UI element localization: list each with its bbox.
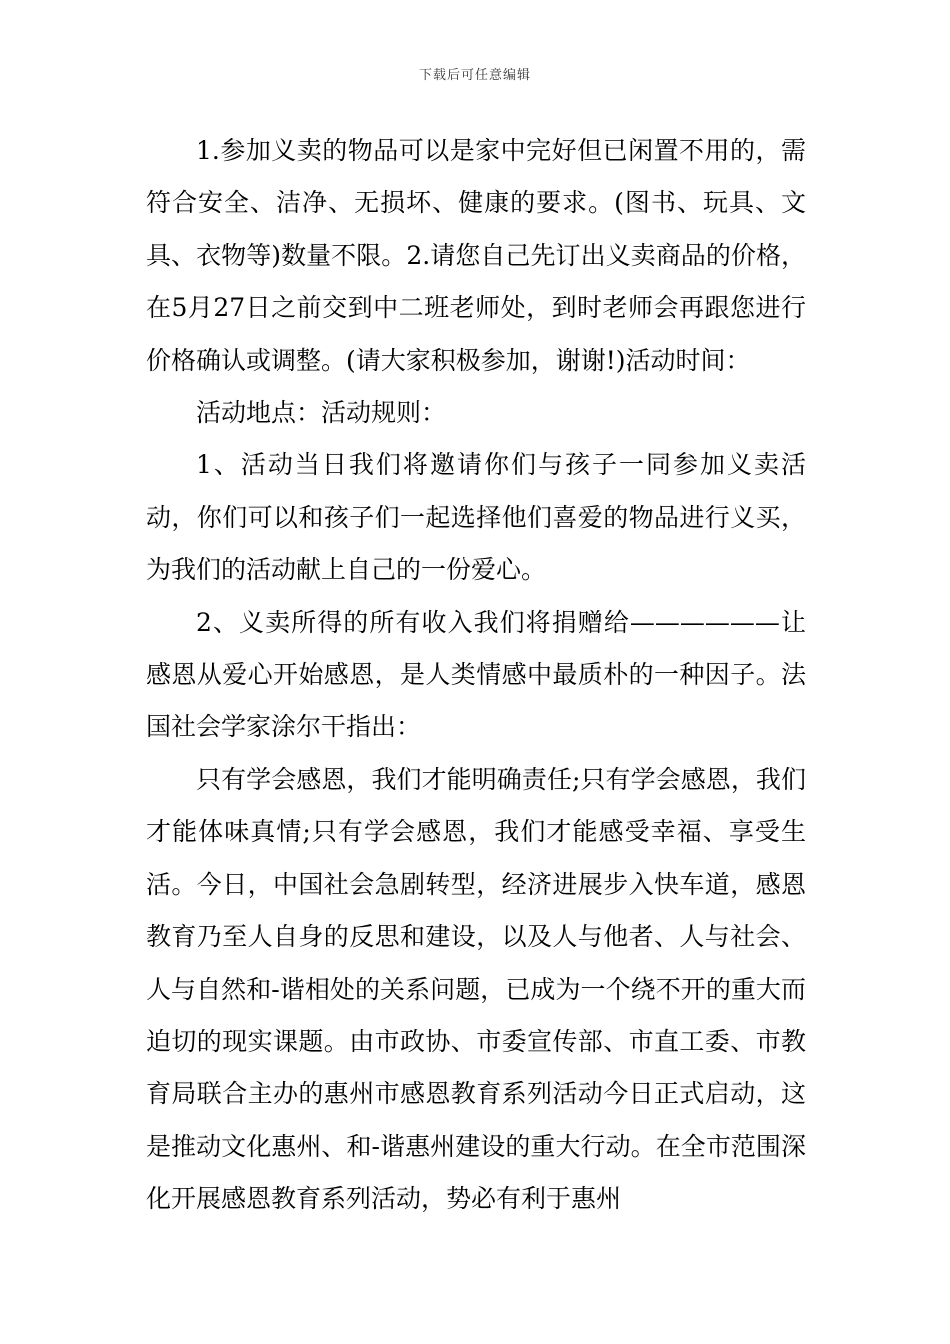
paragraph-rule-1: 1、活动当日我们将邀请你们与孩子一同参加义卖活动，你们可以和孩子们一起选择他们喜爱的物品进行义买，为我们的活动献上自己的一份爱心。 bbox=[146, 450, 806, 585]
page-header-note: 下载后可任意编辑 bbox=[418, 68, 531, 83]
paragraph-gratitude-education: 只有学会感恩，我们才能明确责任;只有学会感恩，我们才能体味真情;只有学会感恩，我们才能感受幸福、享受生活。今日，中国社会急剧转型，经济进展步入快车道，感恩教育乃至人自身的反思和建设，以及人与他者、人与社会、人与自然和-谐相处的关系问题，已成为一个绕不开的重大而迫切的现实课题。由市政协、市委宣传部、市直工委、市教育局联合主办的惠州市感恩教育系列活动今日正式启动，这是推动文化惠州、和-谐惠州建设的重大行动。在全市范围深化开展感恩教育系列活动，势必有利于惠州 bbox=[146, 764, 806, 1214]
paragraph-location-rules: 活动地点：活动规则： bbox=[196, 398, 447, 428]
paragraph-rule-2: 2、义卖所得的所有收入我们将捐赠给——————让感恩从爱心开始感恩，是人类情感中最质朴的一种因子。法国社会学家涂尔干指出： bbox=[146, 607, 806, 742]
document-body bbox=[146, 125, 806, 1226]
paragraph-donation-items: 1.参加义卖的物品可以是家中完好但已闲置不用的，需符合安全、洁净、无损坏、健康的要求。(图书、玩具、文具、衣物等)数量不限。2.请您自己先订出义卖商品的价格，在5月27日之前交到中二班老师处，到时老师会再跟您进行价格确认或调整。(请大家积极参加，谢谢!)活动时间： bbox=[146, 136, 806, 375]
